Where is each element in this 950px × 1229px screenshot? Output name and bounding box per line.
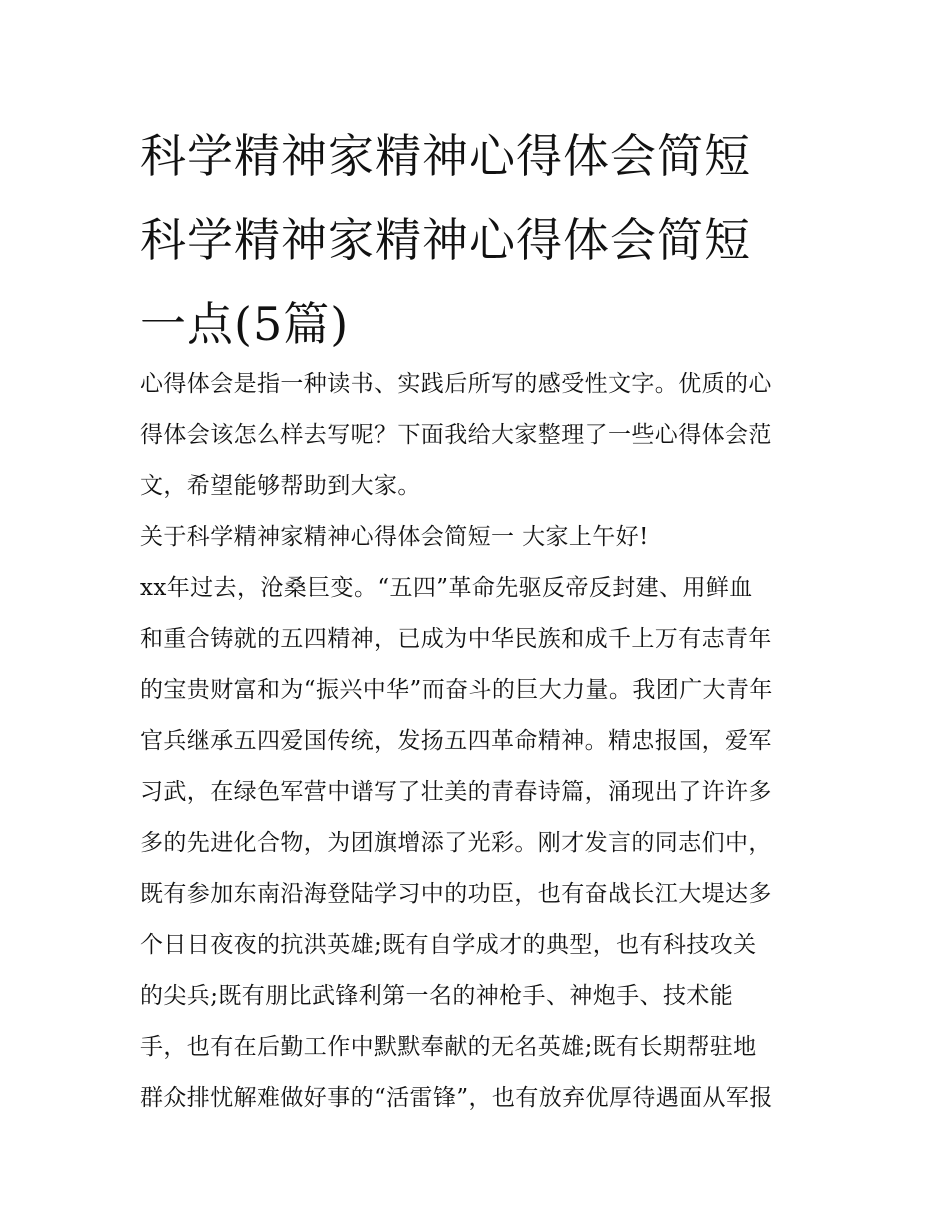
text-line: 习武，在绿色军营中谱写了壮美的青春诗篇，涌现出了许许多 [140, 779, 772, 805]
document-title [140, 114, 820, 366]
text-line: 关于科学精神家精神心得体会简短一 大家上午好! [140, 524, 649, 550]
speech-paragraph [140, 563, 820, 1124]
text-line: 官兵继承五四爱国传统，发扬五四革命精神。精忠报国，爱军 [140, 728, 772, 754]
text-line: 得体会该怎么样去写呢？下面我给大家整理了一些心得体会范 [140, 422, 772, 448]
title-line: 科学精神家精神心得体会简短 [140, 213, 751, 267]
text-line: 的尖兵;既有朋比武锋利第一名的神枪手、神炮手、技术能 [140, 983, 734, 1009]
title-line: 科学精神家精神心得体会简短 [140, 129, 751, 183]
text-line: 多的先进化合物，为团旗增添了光彩。刚才发言的同志们中， [140, 830, 772, 856]
text-line: 和重合铸就的五四精神，已成为中华民族和成千上万有志青年 [140, 626, 772, 652]
text-line: 的宝贵财富和为“振兴中华”而奋斗的巨大力量。我团广大青年 [140, 677, 773, 703]
title-line: 一点(5篇) [140, 297, 350, 351]
text-line: 个日日夜夜的抗洪英雄;既有自学成才的典型，也有科技攻关 [140, 932, 757, 958]
text-line: 文，希望能够帮助到大家。 [140, 473, 421, 499]
text-line: 群众排忧解难做好事的“活雷锋”，也有放弃优厚待遇面从军报 [140, 1085, 773, 1111]
text-line: 手，也有在后勤工作中默默奉献的无名英雄;既有长期帮驻地 [140, 1034, 757, 1060]
text-line: 既有参加东南沿海登陆学习中的功臣，也有奋战长江大堤达多 [140, 881, 772, 907]
document-body [140, 359, 820, 1124]
text-line: 心得体会是指一种读书、实践后所写的感受性文字。优质的心 [140, 371, 772, 397]
intro-paragraph [140, 359, 820, 512]
section-heading-paragraph [140, 512, 820, 563]
text-line: xx年过去，沧桑巨变。“五四”革命先驱反帝反封建、用鲜血 [140, 575, 753, 601]
